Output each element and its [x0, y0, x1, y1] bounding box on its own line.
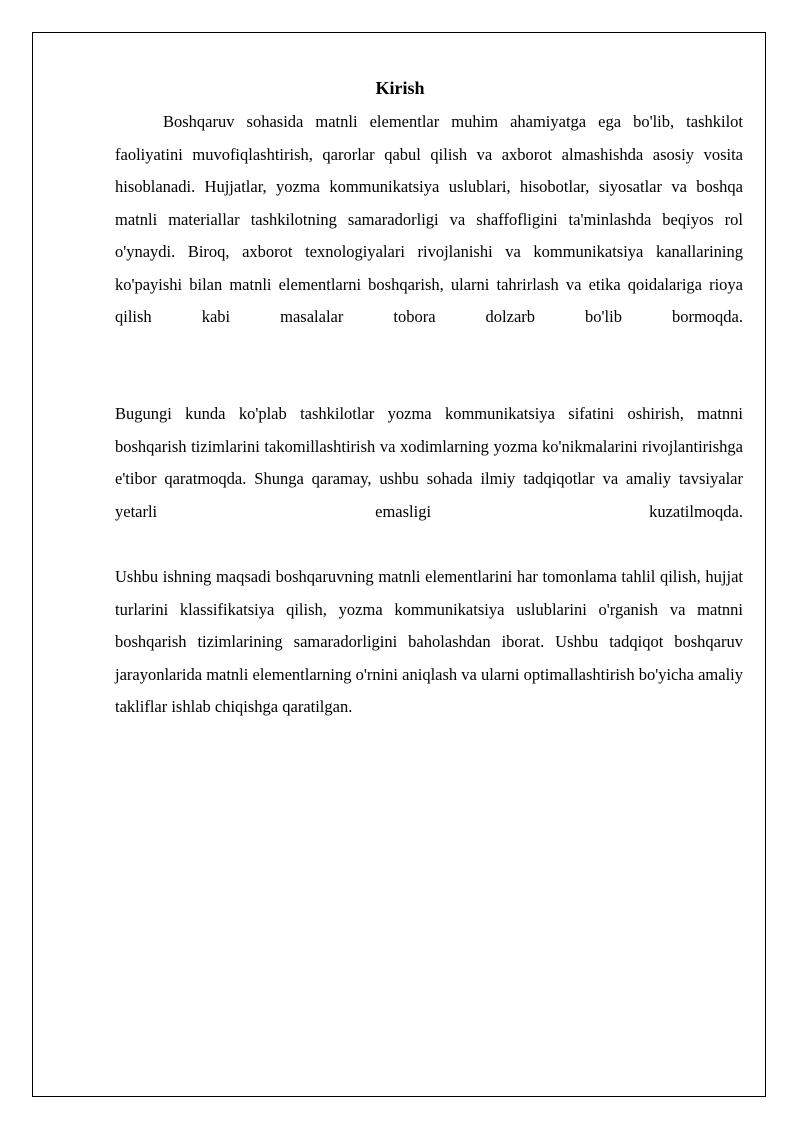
paragraph-3: Ushbu ishning maqsadi boshqaruvning matnli elementlarini har tomonlama tahlil qilish, hujjat turlarini klassifikatsiya qilish, yozma kommunikatsiya uslublarini o'rganish va matnni boshqarish tizimlarining samaradorligini baholashdan iborat. Ushbu tadqiqot boshqaruv jarayonlarida matnli elementlarning o'rnini aniqlash va ularni optimallashtirish bo'yicha amaliy takliflar ishlab chiqishga qaratilgan. [115, 567, 743, 716]
section-title: Kirish [375, 78, 425, 98]
paragraph-1: Boshqaruv sohasida matnli elementlar muhim ahamiyatga ega bo'lib, tashkilot faoliyatini muvofiqlashtirish, qarorlar qabul qilish va axborot almashishda asosiy vosita hisoblanadi. Hujjatlar, yozma kommunikatsiya uslublari, hisobotlar, siyosatlar va boshqa matnli materiallar tashkilotning samaradorligi va shaffofligini ta'minlashda beqiyos rol o'ynaydi. Biroq, axborot texnologiyalari rivojlanishi va kommunikatsiya kanallarining ko'payishi bilan matnli elementlarni boshqarish, ularni tahrirlash va etika qoidalariga rioya qilish kabi masalalar tobora dolzarb bo'lib bormoqda. [115, 112, 743, 326]
paragraph-2: Bugungi kunda ko'plab tashkilotlar yozma kommunikatsiya sifatini oshirish, matnni boshqarish tizimlarini takomillashtirish va xodimlarning yozma ko'nikmalarini rivojlantirishga e'tibor qaratmoqda. Shunga qaramay, ushbu sohada ilmiy tadqiqotlar va amaliy tavsiyalar yetarli emasligi kuzatilmoqda. [115, 404, 743, 521]
